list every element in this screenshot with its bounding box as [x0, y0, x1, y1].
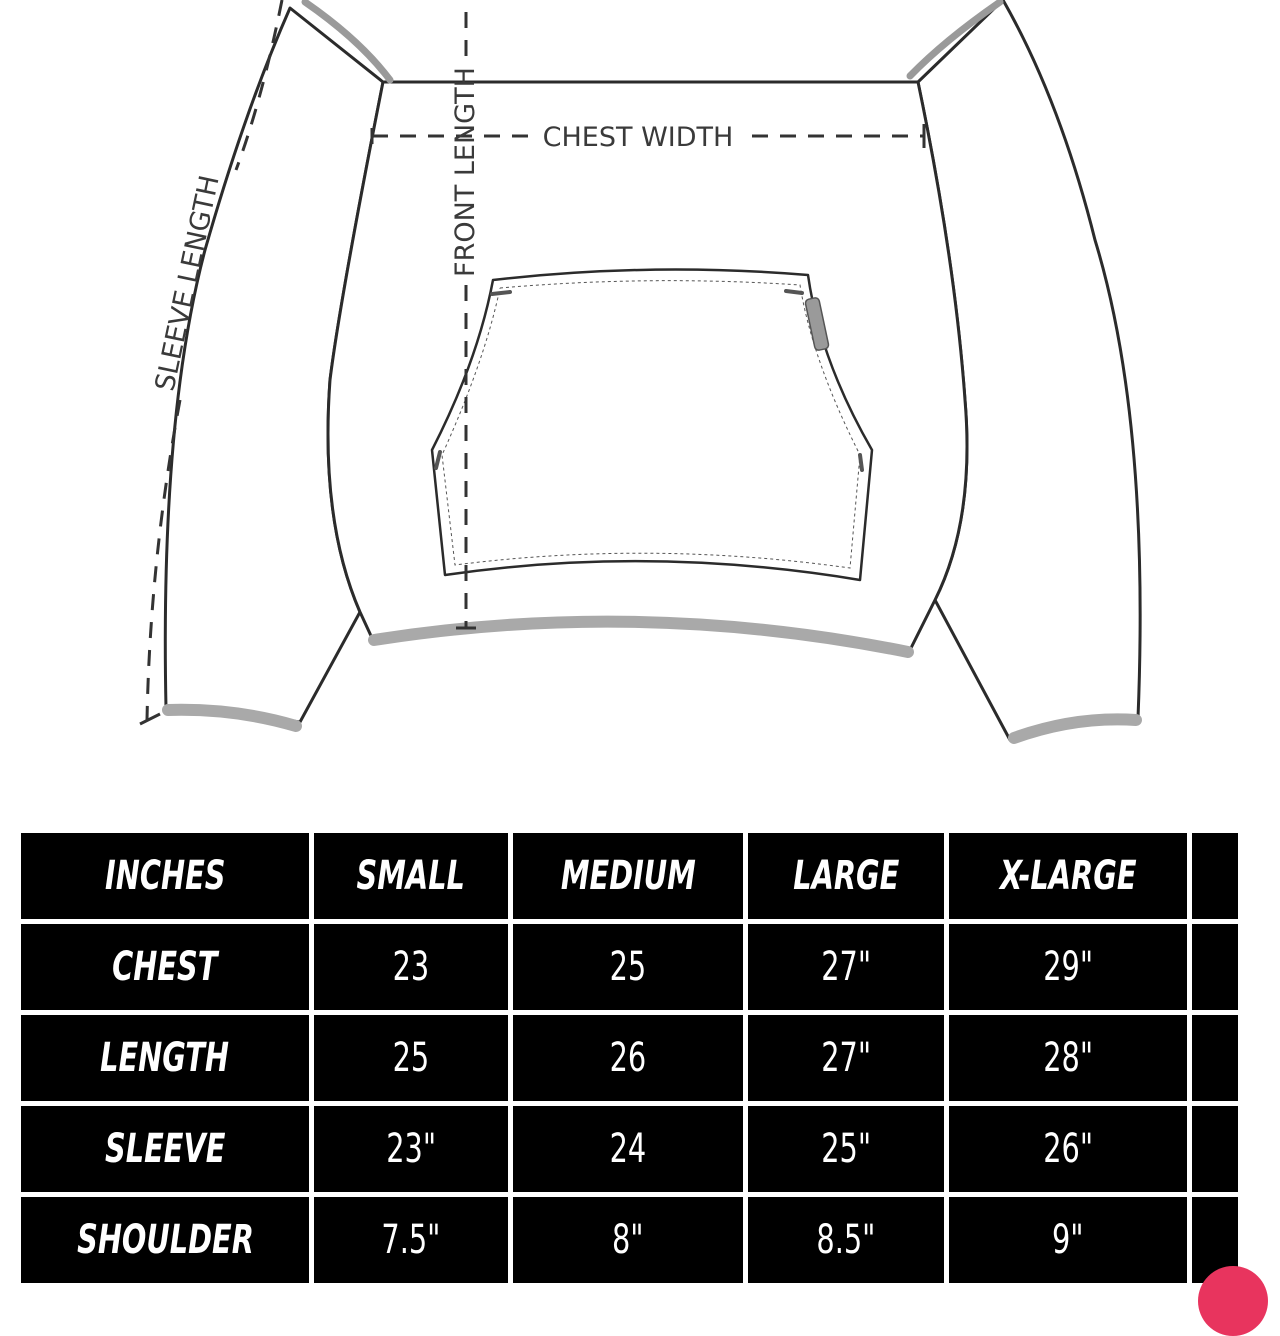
table-cell: 27"	[748, 1015, 944, 1101]
row-label-chest: CHEST	[21, 924, 309, 1010]
table-cell: 28"	[949, 1015, 1187, 1101]
table-cell-empty	[1192, 1015, 1238, 1101]
header-cell-medium: MEDIUM	[513, 833, 743, 919]
table-cell: 8"	[513, 1197, 743, 1283]
table-header-row	[21, 833, 1238, 919]
row-label-length: LENGTH	[21, 1015, 309, 1101]
table-row-sleeve	[21, 1106, 1238, 1192]
table-cell: 25	[314, 1015, 508, 1101]
header-cell-inches: INCHES	[21, 833, 309, 919]
table-cell-empty	[1192, 924, 1238, 1010]
pocket-side-mark-right	[860, 455, 862, 470]
table-cell: 8.5"	[748, 1197, 944, 1283]
pocket-corner-mark-left	[492, 292, 510, 294]
chest-width-label: CHEST WIDTH	[542, 122, 734, 153]
header-cell-small: SMALL	[314, 833, 508, 919]
header-cell-x-large: X-LARGE	[949, 833, 1187, 919]
table-cell: 9"	[949, 1197, 1187, 1283]
sleeve-length-end-bottom	[140, 714, 160, 724]
table-row-length	[21, 1015, 1238, 1101]
row-label-sleeve: SLEEVE	[21, 1106, 309, 1192]
sleeve-length-label: SLEEVE LENGTH	[149, 172, 226, 394]
table-cell: 27"	[748, 924, 944, 1010]
size-chart-table	[16, 828, 1243, 1288]
table-cell: 26	[513, 1015, 743, 1101]
table-cell: 29"	[949, 924, 1187, 1010]
table-cell: 25	[513, 924, 743, 1010]
table-cell: 7.5"	[314, 1197, 508, 1283]
pocket-corner-mark-right	[786, 291, 802, 293]
header-cell-empty	[1192, 833, 1238, 919]
table-cell-empty	[1192, 1106, 1238, 1192]
table-row-shoulder	[21, 1197, 1238, 1283]
row-label-shoulder: SHOULDER	[21, 1197, 309, 1283]
table-cell: 23	[314, 924, 508, 1010]
header-cell-large: LARGE	[748, 833, 944, 919]
table-cell: 25"	[748, 1106, 944, 1192]
table-row-chest	[21, 924, 1238, 1010]
notification-badge[interactable]	[1198, 1266, 1268, 1336]
front-length-label: FRONT LENGTH	[450, 67, 481, 277]
table-cell: 26"	[949, 1106, 1187, 1192]
table-cell: 24	[513, 1106, 743, 1192]
table-cell: 23"	[314, 1106, 508, 1192]
